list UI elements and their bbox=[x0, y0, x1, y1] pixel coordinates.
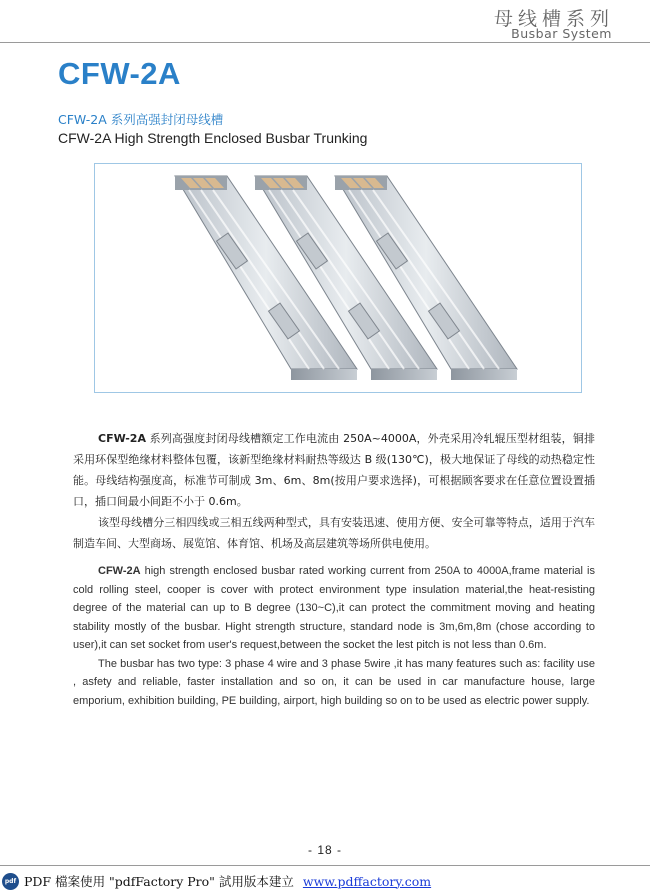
chinese-paragraph-1 bbox=[73, 428, 595, 512]
english-description bbox=[73, 562, 595, 710]
pdf-factory-logo-icon: pdf bbox=[2, 873, 19, 890]
product-model-title: CFW-2A bbox=[58, 56, 181, 91]
product-subtitle-cn: CFW-2A 系列高强封闭母线槽 bbox=[58, 112, 224, 127]
product-photo bbox=[94, 163, 582, 393]
english-paragraph-1-body: high strength enclosed busbar rated working current from 250A to 4000A,frame material is cold rolling steel, cooper is cover with protect environment type insulation material,the heat-resisting degree of the material can up to B degree (130~C),it can protect the commitment moving and heating stability mostly of the busbar. Hight strength structure, standard node is 3m,6m,8m (chose according to user),it can set socket from user's request,between the socket the lest pitch is not less than 0.6m. bbox=[73, 565, 595, 651]
product-subtitle-en: CFW-2A High Strength Enclosed Busbar Trunking bbox=[58, 130, 368, 146]
english-paragraph-1-lead: CFW-2A bbox=[98, 565, 141, 577]
chinese-paragraph-2: 该型母线槽分三相四线或三相五线两种型式，具有安装迅速、使用方便、安全可靠等特点，适用于汽车制造车间、大型商场、展览馆、体育馆、机场及高层建筑等场所供电使用。 bbox=[73, 516, 595, 550]
header-divider bbox=[0, 42, 650, 43]
page-number: - 18 - bbox=[307, 843, 342, 857]
watermark-link[interactable]: www.pdffactory.com bbox=[302, 873, 432, 889]
watermark-text: PDF 檔案使用 "pdfFactory Pro" 試用版本建立 bbox=[24, 874, 294, 889]
header-title-cn: 母线槽系列 bbox=[493, 8, 614, 30]
english-paragraph-1 bbox=[73, 562, 595, 655]
busbar-trunking-illustration bbox=[95, 164, 581, 392]
chinese-paragraph-1-body: 系列高强度封闭母线槽额定工作电流由 250A~4000A，外壳采用冷轧辊压型材组装，铜排采用环保型绝缘材料整体包覆，该新型绝缘材料耐热等级达 B 级(130℃)，极大地保证了母线的动热稳定性能。母线结构强度高，标准节可制成 3m、6m、8m(按用户要求选择)，可根据顾客要求在任意位置设置插口，插口间最小间距不小于 0.6m。 bbox=[73, 432, 595, 508]
chinese-paragraph-1-lead: CFW-2A bbox=[98, 432, 146, 445]
footer-divider bbox=[0, 865, 650, 866]
chinese-description bbox=[73, 428, 595, 554]
header-title-en: Busbar System bbox=[511, 26, 612, 41]
pdf-watermark bbox=[2, 871, 431, 891]
english-paragraph-2: The busbar has two type: 3 phase 4 wire and 3 phase 5wire ,it has many features such as: facility use , asfety and reliable, faster installation and so on, it can be used in car manufacture house, large emporium, exhibition building, PE building, airport, high building so on to be used as electric power supply. bbox=[73, 657, 595, 707]
